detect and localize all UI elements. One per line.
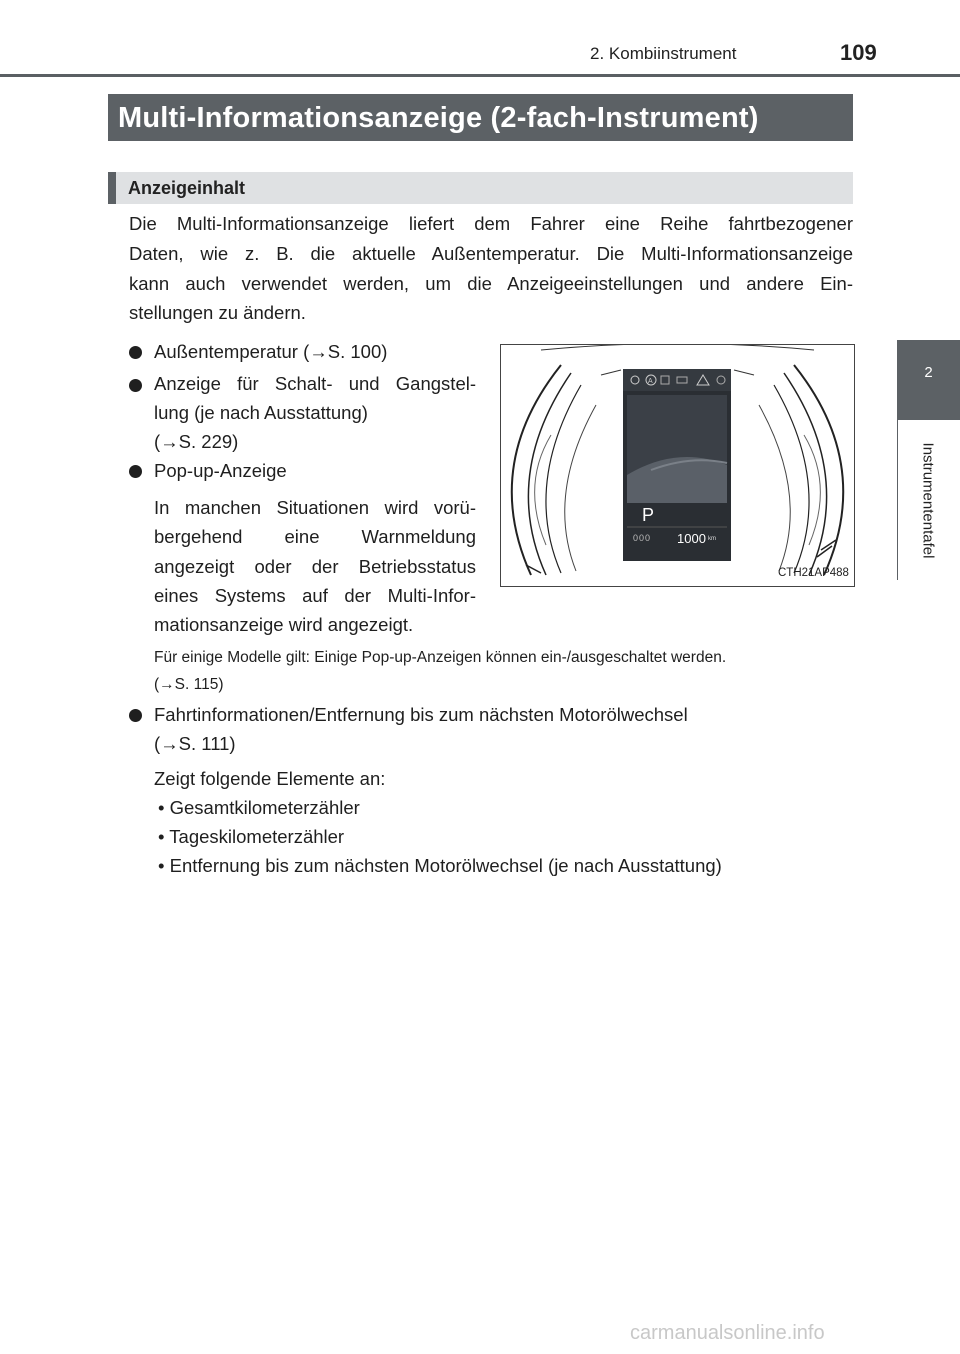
description-line: bergehend eine Warnmeldung [154, 526, 476, 547]
bullet-text: lung (je nach Ausstattung) [154, 402, 368, 423]
list-item: • Tageskilometerzähler [158, 826, 345, 847]
description-line: angezeigt oder der Betriebsstatus [154, 556, 476, 577]
note-line: (→S. 115) [154, 676, 224, 693]
watermark: carmanualsonline.info [630, 1322, 825, 1344]
bullet-dot [129, 379, 142, 392]
bullet-text: (→S. 229) [154, 431, 239, 452]
distance-unit: km [708, 536, 716, 542]
bullet-text: Fahrtinformationen/Entfernung bis zum nächsten Motorölwechsel [154, 704, 688, 725]
intro-line: Die Multi-Informationsanzeige liefert dem Fahrer eine Reihe fahrtbezogener [129, 213, 853, 234]
subsection-marker [108, 172, 116, 204]
intro-line: Daten, wie z. B. die aktuelle Außentemperatur. Die Multi-Informationsanzeige [129, 243, 853, 264]
description-line: mationsanzeige wird angezeigt. [154, 614, 414, 635]
description-line: Zeigt folgende Elemente an: [154, 768, 386, 789]
svg-text:A: A [648, 378, 653, 385]
gear-indicator: P [642, 505, 655, 525]
chapter-title-text: Instrumententafel [919, 442, 937, 559]
description-line: In manchen Situationen wird vorü- [154, 497, 476, 518]
chapter-title [917, 430, 939, 580]
bullet-text: Pop-up-Anzeige [154, 460, 287, 481]
subsection-title: Anzeigeinhalt [128, 178, 246, 198]
bullet-text: (→S. 111) [154, 733, 236, 754]
note-line: Für einige Modelle gilt: Einige Pop-up-Anzeigen können ein-/ausgeschaltet werden. [154, 649, 727, 666]
running-header-section: 2. Kombiinstrument [590, 44, 737, 63]
description-line: eines Systems auf der Multi-Infor- [154, 585, 476, 606]
list-item: • Gesamtkilometerzähler [158, 797, 360, 818]
header-rule [0, 74, 960, 77]
distance-readout: 1000 [677, 531, 706, 546]
bullet-text: Außentemperatur (→S. 100) [154, 341, 388, 362]
bullet-dot [129, 346, 142, 359]
page-number: 109 [840, 40, 877, 65]
bullet-dot [129, 709, 142, 722]
odometer-readout: 000 [633, 533, 652, 543]
instrument-cluster-figure [500, 344, 855, 587]
figure-label: CTH21AP488 [778, 567, 849, 579]
bullet-dot [129, 465, 142, 478]
cluster-illustration [501, 345, 854, 586]
subsection-bar [108, 172, 853, 204]
chapter-tab-rule [897, 420, 898, 580]
bullet-text: Anzeige für Schalt- und Gangstel- [154, 373, 476, 394]
page-title: Multi-Informationsanzeige (2-fach-Instrument) [118, 102, 759, 134]
intro-line: kann auch verwendet werden, um die Anzeigeeinstellungen und andere Ein- [129, 273, 853, 294]
chapter-tab[interactable] [897, 340, 960, 420]
list-item: • Entfernung bis zum nächsten Motorölwechsel (je nach Ausstattung) [158, 855, 722, 876]
intro-line: stellungen zu ändern. [129, 302, 306, 323]
chapter-number: 2 [924, 364, 933, 381]
section-title-bar [108, 94, 853, 141]
